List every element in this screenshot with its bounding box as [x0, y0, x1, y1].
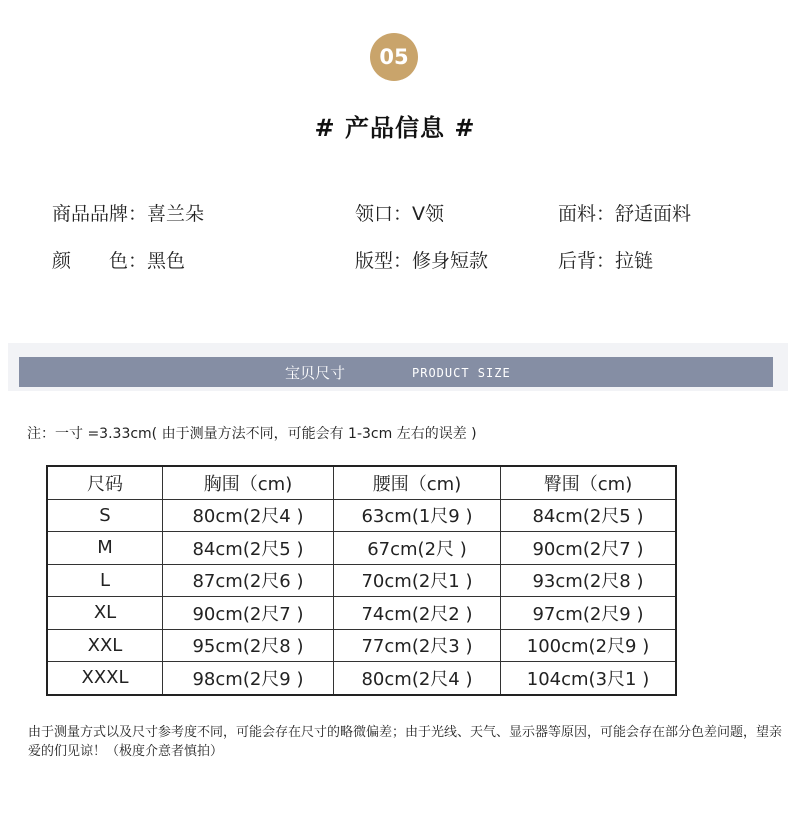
- table-header-row: [47, 466, 676, 499]
- info-color: 颜 色：黑色: [52, 250, 186, 272]
- table-cell: 93cm(2尺8 ): [501, 564, 677, 597]
- table-cell: 84cm(2尺5 ): [163, 532, 334, 565]
- section-title: # 产品信息 #: [314, 114, 476, 142]
- table-cell: 80cm(2尺4 ): [334, 662, 501, 695]
- table-cell: 90cm(2尺7 ): [163, 597, 334, 630]
- table-cell: M: [47, 532, 163, 565]
- header-waist: 腰围（cm): [334, 466, 501, 499]
- table-cell: 98cm(2尺9 ): [163, 662, 334, 695]
- size-banner-title: 宝贝尺寸: [285, 364, 346, 382]
- measurement-note: 注：一寸 =3.33cm( 由于测量方法不同，可能会有 1-3cm 左右的误差 ): [27, 426, 477, 442]
- table-cell: 84cm(2尺5 ): [501, 499, 677, 532]
- table-row: [47, 597, 676, 630]
- size-banner-bar: [19, 357, 773, 387]
- table-cell: 77cm(2尺3 ): [334, 629, 501, 662]
- info-back: 后背：拉链: [558, 250, 654, 272]
- table-cell: XXL: [47, 629, 163, 662]
- header-bust: 胸围（cm): [163, 466, 334, 499]
- header-size: 尺码: [47, 466, 163, 499]
- size-table: [46, 465, 677, 696]
- table-cell: 74cm(2尺2 ): [334, 597, 501, 630]
- section-number-badge: 05: [370, 33, 418, 81]
- info-brand: 商品品牌：喜兰朵: [52, 203, 205, 225]
- table-row: [47, 499, 676, 532]
- table-cell: XL: [47, 597, 163, 630]
- table-cell: 67cm(2尺 ): [334, 532, 501, 565]
- table-cell: 90cm(2尺7 ): [501, 532, 677, 565]
- table-cell: 63cm(1尺9 ): [334, 499, 501, 532]
- table-row: [47, 629, 676, 662]
- header-hip: 臀围（cm): [501, 466, 677, 499]
- info-fit: 版型：修身短款: [355, 250, 489, 272]
- table-cell: S: [47, 499, 163, 532]
- disclaimer-text: 由于测量方式以及尺寸参考度不同，可能会存在尺寸的略微偏差；由于光线、天气、显示器等原因，可能会存在部分色差问题，望亲爱的们见谅！（极度介意者慎拍）: [28, 725, 783, 759]
- info-collar: 领口：V领: [355, 203, 444, 225]
- table-cell: 95cm(2尺8 ): [163, 629, 334, 662]
- table-cell: 104cm(3尺1 ): [501, 662, 677, 695]
- table-cell: XXXL: [47, 662, 163, 695]
- table-cell: L: [47, 564, 163, 597]
- table-row: [47, 532, 676, 565]
- table-cell: 97cm(2尺9 ): [501, 597, 677, 630]
- info-fabric: 面料：舒适面料: [558, 203, 692, 225]
- table-row: [47, 564, 676, 597]
- table-cell: 100cm(2尺9 ): [501, 629, 677, 662]
- table-cell: 70cm(2尺1 ): [334, 564, 501, 597]
- size-banner-subtitle: PRODUCT SIZE: [412, 366, 511, 380]
- table-row: [47, 662, 676, 695]
- table-cell: 80cm(2尺4 ): [163, 499, 334, 532]
- table-cell: 87cm(2尺6 ): [163, 564, 334, 597]
